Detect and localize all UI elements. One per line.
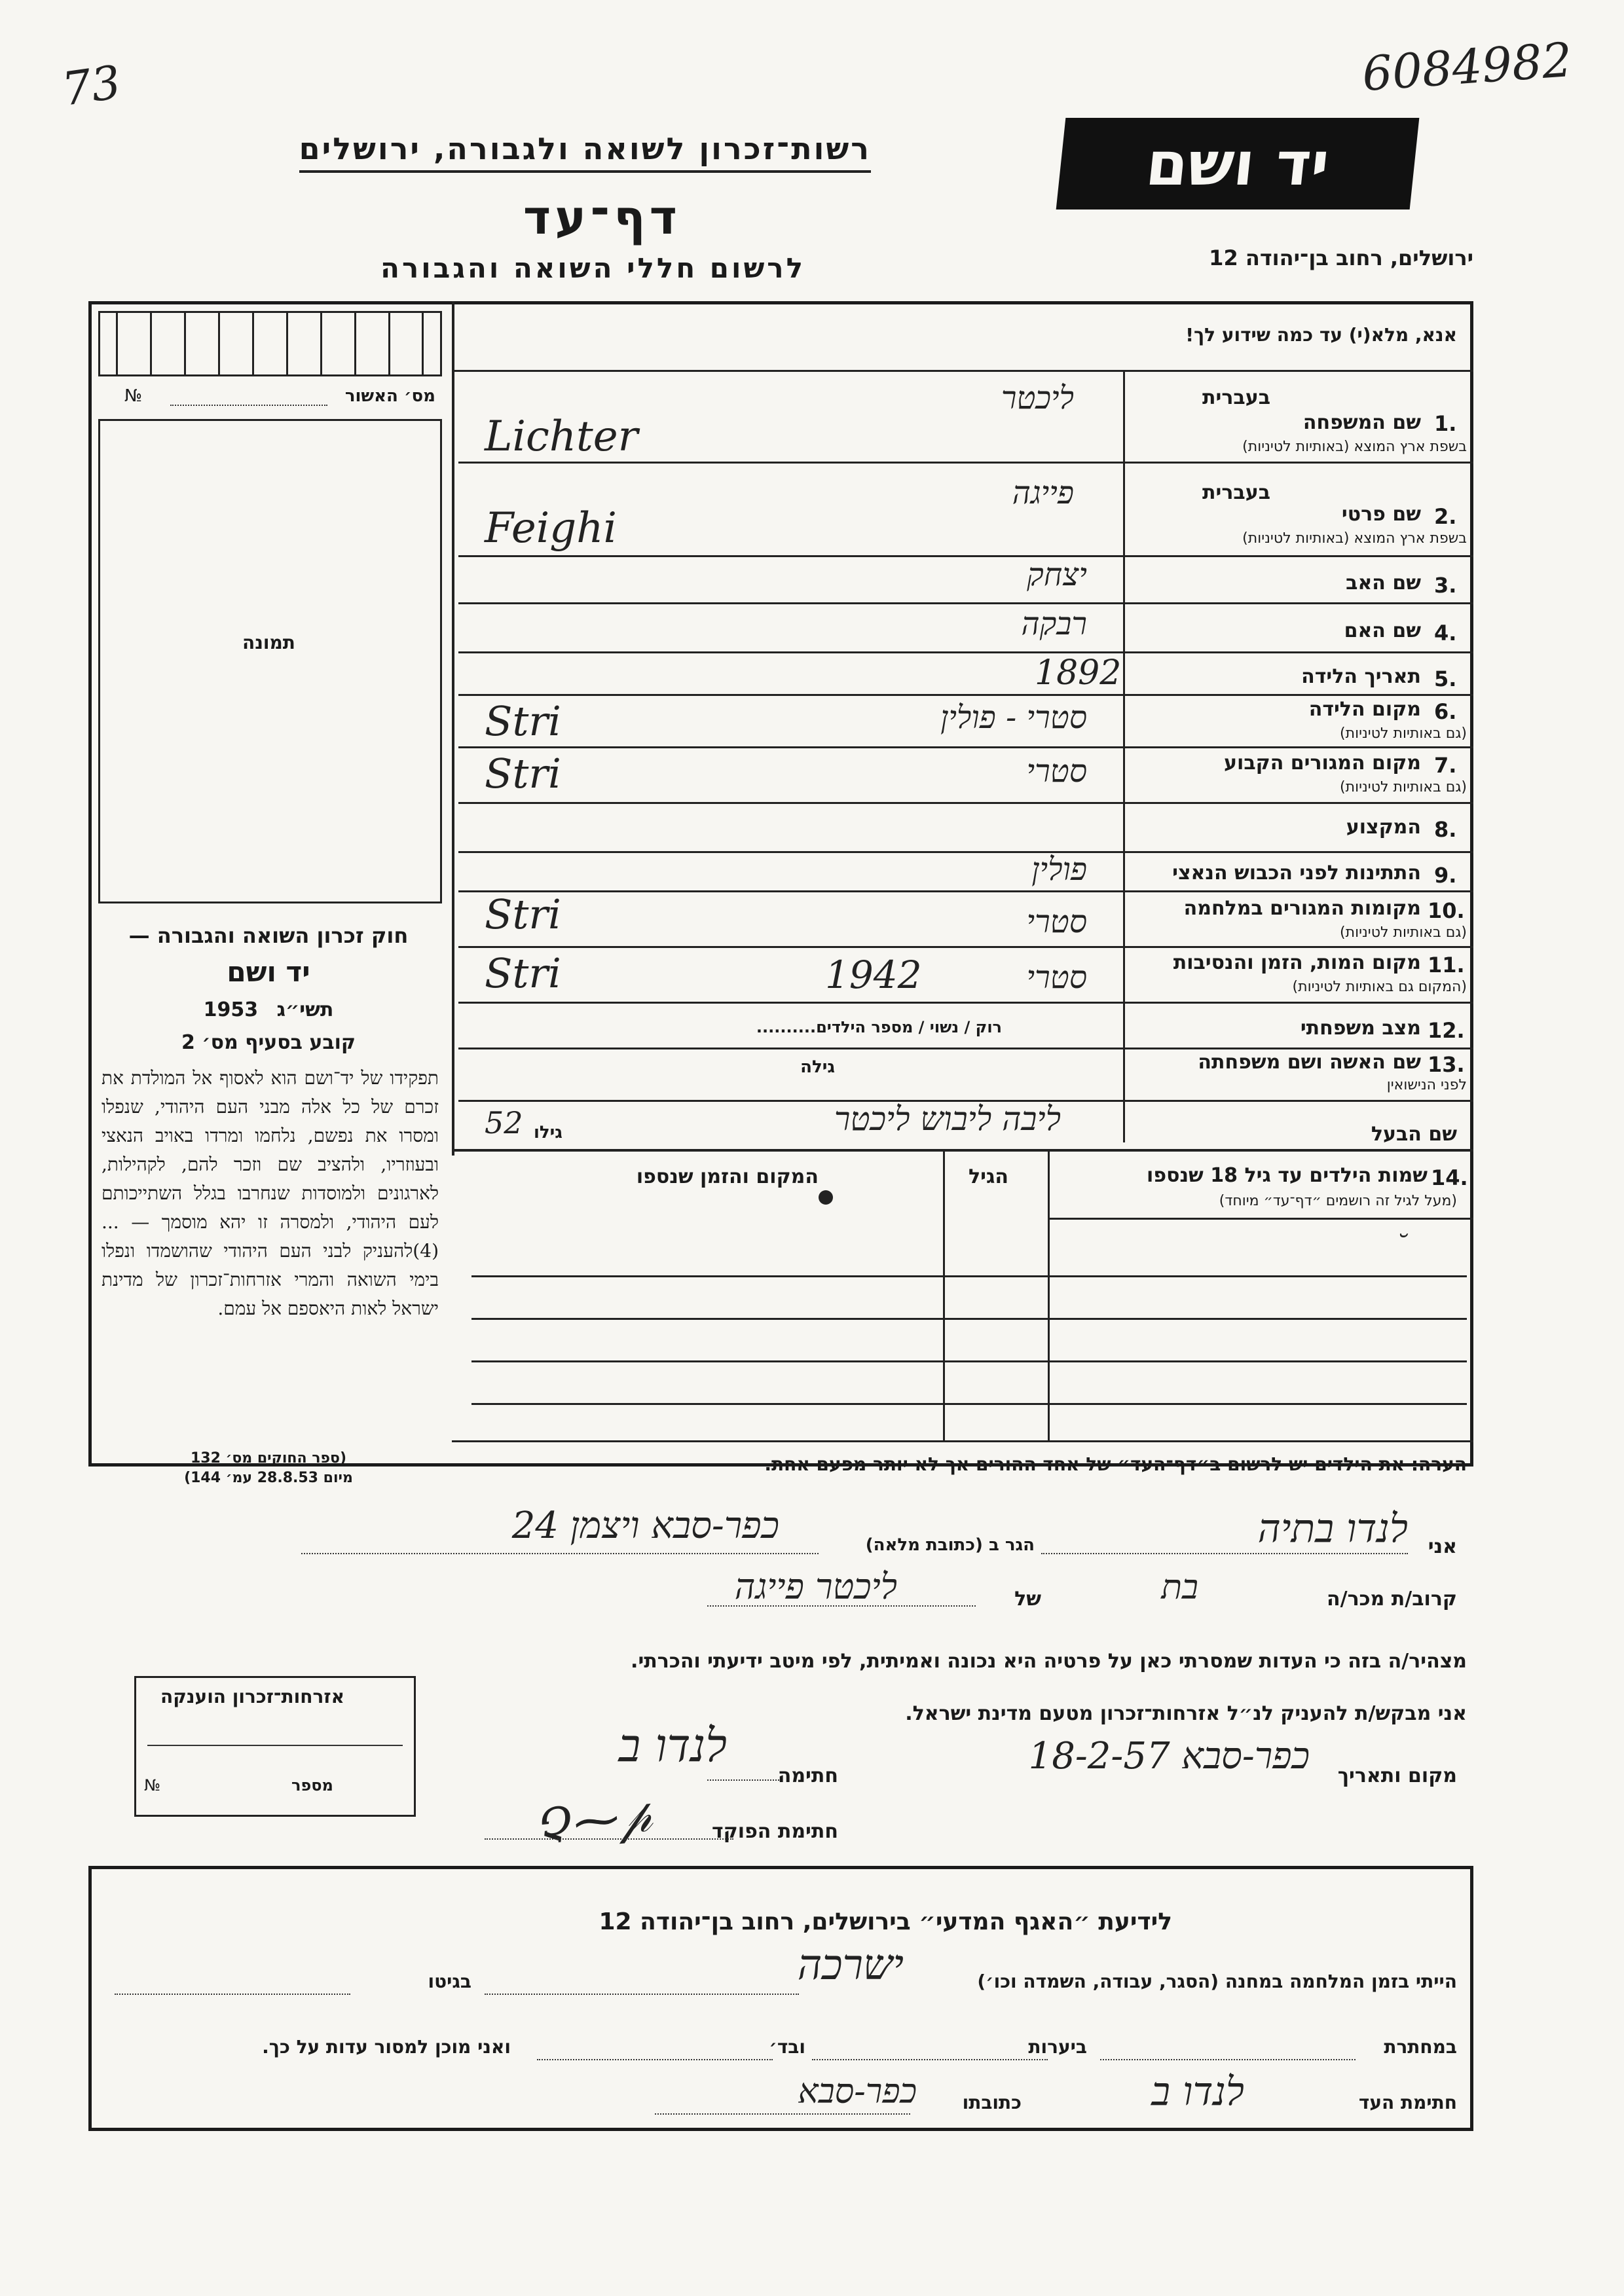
witness-of-label: של [1014,1588,1041,1611]
field-9-number: 9. [1434,863,1457,888]
field-7-latin-value[interactable]: Stri [485,750,561,797]
witness-of-value[interactable]: ליכטר פייגה [734,1566,897,1607]
ready-to-testify: ואני מוכן למסור עדות על כך. [262,2036,511,2058]
field-5-value[interactable]: 1892 [1035,653,1122,693]
field-2-hebrew-tag: בעברית [1202,481,1270,504]
form-title: דף־עד [523,190,681,245]
witness-sign-label: חתימת העד [1358,2092,1457,2113]
witness-i-label: אני [1428,1535,1457,1558]
law-year-gregorian: 1953 [203,998,259,1021]
law-clause: קובע בסעיף מס׳ 2 [181,1031,356,1054]
field-2-latin-value[interactable]: Feighi [485,504,617,553]
field-2-hebrew-value[interactable]: פייגה [1012,475,1074,511]
field-11-number: 11. [1428,953,1465,977]
marital-status-options[interactable]: רוק / נשוי / מספר הילדים.......... [756,1018,1002,1036]
field-1-sublabel: בשפת ארץ המוצא (באותיות לטיניות) [1242,439,1467,455]
place-date-value[interactable]: כפר-סבא 18-2-57 [1028,1735,1310,1777]
field-5-number: 5. [1434,666,1457,691]
children-row-1[interactable] [471,1273,1467,1277]
field-2-sublabel: בשפת ארץ המוצא (באותיות לטיניות) [1242,530,1467,547]
field-1-latin-value[interactable]: Lichter [485,412,638,461]
photo-label: תמונה [242,632,295,653]
law-title: חוק זכרון השואה והגבורה — [128,923,409,948]
field-6-sublabel: (גם באותיות לטיניות) [1340,725,1467,742]
top-note: אנא, מלא(י) עד כמה שידוע לך! [1185,324,1457,346]
witness-declaration: מצהיר/ה בזה כי העדות שמסרתי כאן על פרטיה היא נכונה ואמיתית, לפי מיטב ידיעתי והכרתי. [631,1650,1467,1673]
field-10-hebrew-value[interactable]: סטרי [1026,903,1087,940]
field-12-number: 12. [1428,1018,1465,1043]
children-note: (מעל לגיל זה רושמים ״דף־עד״ מיוחד) [1219,1193,1457,1209]
law-year [98,998,439,1021]
handwritten-page-number: 73 [58,55,124,117]
field-2-label: שם פרטי [1341,503,1421,526]
field-1-hebrew-tag: בעברית [1202,386,1270,409]
yad-vashem-logo [1056,118,1420,210]
form-subtitle: לרשום חללי השואה והגבורה [380,252,805,284]
witness-sign-value[interactable]: לנדו ב [1151,2069,1244,2115]
field-3-label: שם האב [1346,572,1421,594]
witness-address-bottom-value[interactable]: כפר-סבא [798,2072,917,2111]
approval-label: מס׳ האשור [344,386,435,406]
field-6-latin-value[interactable]: Stri [485,697,561,745]
field-13-sublabel: לפני הנישואין [1386,1077,1467,1093]
place-date-label: מקום ותאריך [1337,1764,1457,1787]
field-1-hebrew-value[interactable]: ליכטר [1001,380,1074,416]
husband-label: שם הבעל [1371,1123,1457,1146]
memorial-citizenship-number-symbol: № [144,1776,160,1795]
field-4-value[interactable]: רבקה [1021,606,1087,642]
field-10-latin-value[interactable]: Stri [485,890,561,938]
field-11-label: מקום המות, הזמן והנסיבות [1173,951,1421,974]
law-name: יד ושם [227,956,310,988]
husband-age-value[interactable]: 52 [485,1105,523,1140]
field-2-number: 2. [1434,504,1457,529]
law-source-date: מיום 28.8.53 עמ׳ 144) [184,1470,353,1486]
field-7-hebrew-value[interactable]: סטרי [1026,753,1087,790]
field-10-label: מקומות המגורים במלחמה [1183,897,1421,920]
children-row-4[interactable] [471,1401,1467,1405]
and-label: ובד׳ [769,2036,805,2058]
witness-request: אני מבקש/ת להעניק לנ״ל אזרחות־זכרון מטעם מדינת ישראל. [905,1702,1467,1725]
field-1-label: שם המשפחה [1302,411,1421,434]
field-9-label: התתינות לפני הכבוש הנאצי [1172,862,1421,884]
law-source: (ספר החוקים מס׳ 132 [190,1450,347,1467]
children-number: 14. [1431,1165,1468,1190]
children-remark: הערה: את הילדים יש לרשום ב״דף־העד״ של אחד ההורים אך לא יותר מפעם אחת. [764,1453,1467,1475]
bullet-dot [819,1190,833,1205]
field-1-number: 1. [1434,411,1457,436]
official-signature-label: חתימת הפוקד [712,1820,838,1843]
bottom-camp-value[interactable]: ישרכה [797,1941,904,1990]
witness-address-label: הגר ב (כתובת מלאה) [865,1535,1035,1555]
children-tick-mark: ˘ [1395,1231,1408,1261]
field-3-value[interactable]: יצחק [1027,556,1087,593]
field-6-label: מקום הלידה [1308,698,1421,721]
law-year-hebrew: תשי״ג [276,998,334,1021]
field-10-sublabel: (גם באותיות לטיניות) [1340,924,1467,941]
bottom-title: לידיעת ״האגף המדעי״ בירושלים, רחוב בן־יהודה 12 [599,1908,1172,1935]
witness-relation-label: קרוב/ת מכר/ה [1327,1588,1457,1611]
witness-address-value[interactable]: כפר-סבא ויצמן 24 [511,1504,779,1547]
children-col-place: המקום והזמן שנספו [636,1165,819,1188]
memorial-citizenship-title: אזרחות־זכרון הוענקה [160,1686,344,1707]
wife-age-label: גילה [800,1057,835,1077]
bottom-frame [88,1866,1473,2131]
official-signature-scribble[interactable]: Չ⁓𝓅 [534,1788,655,1853]
header-address: ירושלים, רחוב בן־יהודה 12 [1209,246,1473,270]
field-10-number: 10. [1428,898,1465,923]
field-11-latin-value[interactable]: Stri [485,949,561,997]
field-7-number: 7. [1434,753,1457,778]
partisans-label: ביערות [1028,2036,1087,2058]
approval-box [98,311,442,376]
husband-age-label: גילו [534,1123,563,1142]
signature-label: חתימה [777,1764,838,1787]
field-3-number: 3. [1434,573,1457,598]
field-6-hebrew-value[interactable]: סטרי - פולין [940,699,1087,736]
law-text: תפקידו של יד־ושם הוא לאסוף אל המולדת את זכרם של כל אלה מבני העם היהודי, שנפלו ומסרו את נפשם, נלחמו ומרדו באויב הנאצי ובעוזריו, ולהציב שם וזכר להם, לקהילות, לארגונים ולמוסדות שנחרבו בגלל השתייכותם לעם היהודי, ולמסרה זו יהא מוסמך — ...(4)להעניק לבני העם היהודי שהושמדו ונפלו בימי השואה והמרי אזרחות־זכרון של מדינת ישראל לאות היאספם אל עמם. [101,1067,439,1319]
field-5-label: תאריך הלידה [1301,665,1421,688]
field-4-number: 4. [1434,621,1457,646]
husband-name-value[interactable]: ליבה ליבוש ליכטר [834,1100,1061,1138]
approval-no-symbol: № [124,386,143,406]
field-13-label: שם האשה ושם משפחתה [1198,1051,1421,1074]
witness-address-bottom-label: כתובתו [962,2092,1022,2113]
field-11-year-value[interactable]: 1942 [825,953,922,997]
field-9-value[interactable]: פולין [1031,851,1087,888]
approval-number-field[interactable] [170,405,327,406]
witness-name-value[interactable]: לנדו בתיה [1257,1506,1408,1552]
field-6-number: 6. [1434,699,1457,724]
field-8-label: המקצוע [1346,816,1421,839]
field-7-sublabel: (גם באותיות לטיניות) [1340,779,1467,795]
org-name: רשות־זכרון לשואה ולגבורה, ירושלים [299,131,871,173]
field-7-label: מקום המגורים הקבוע [1224,752,1421,774]
field-8-number: 8. [1434,817,1457,842]
ghetto-label: בגיטו [428,1971,471,1992]
handwritten-record-id: 6084982 [1360,31,1574,102]
children-row-3[interactable] [471,1358,1467,1362]
field-13-number: 13. [1428,1052,1465,1077]
signature-value[interactable]: לנדו ב [618,1719,727,1772]
children-title: שמות הילדים עד גיל 18 שנספו [1147,1164,1428,1187]
field-4-label: שם האם [1344,619,1421,642]
logo-text: יד ושם [1143,128,1333,199]
underground-label: במחתרת [1384,2036,1457,2058]
photo-area[interactable] [98,419,442,903]
bottom-line1-label: הייתי בזמן המלחמה במחנה (הסגר, עבודה, השמדה וכו׳) [977,1971,1457,1992]
field-12-label: מצב משפחתי [1300,1017,1421,1040]
field-11-sublabel: (המקום גם באותיות לטיניות) [1292,979,1467,995]
memorial-citizenship-number-label: מספר [291,1776,333,1795]
children-col-age: הגיל [969,1165,1008,1188]
witness-relation-value[interactable]: בת [1161,1568,1198,1607]
children-row-2[interactable] [471,1316,1467,1320]
field-11-hebrew-value[interactable]: סטרי [1026,959,1087,996]
